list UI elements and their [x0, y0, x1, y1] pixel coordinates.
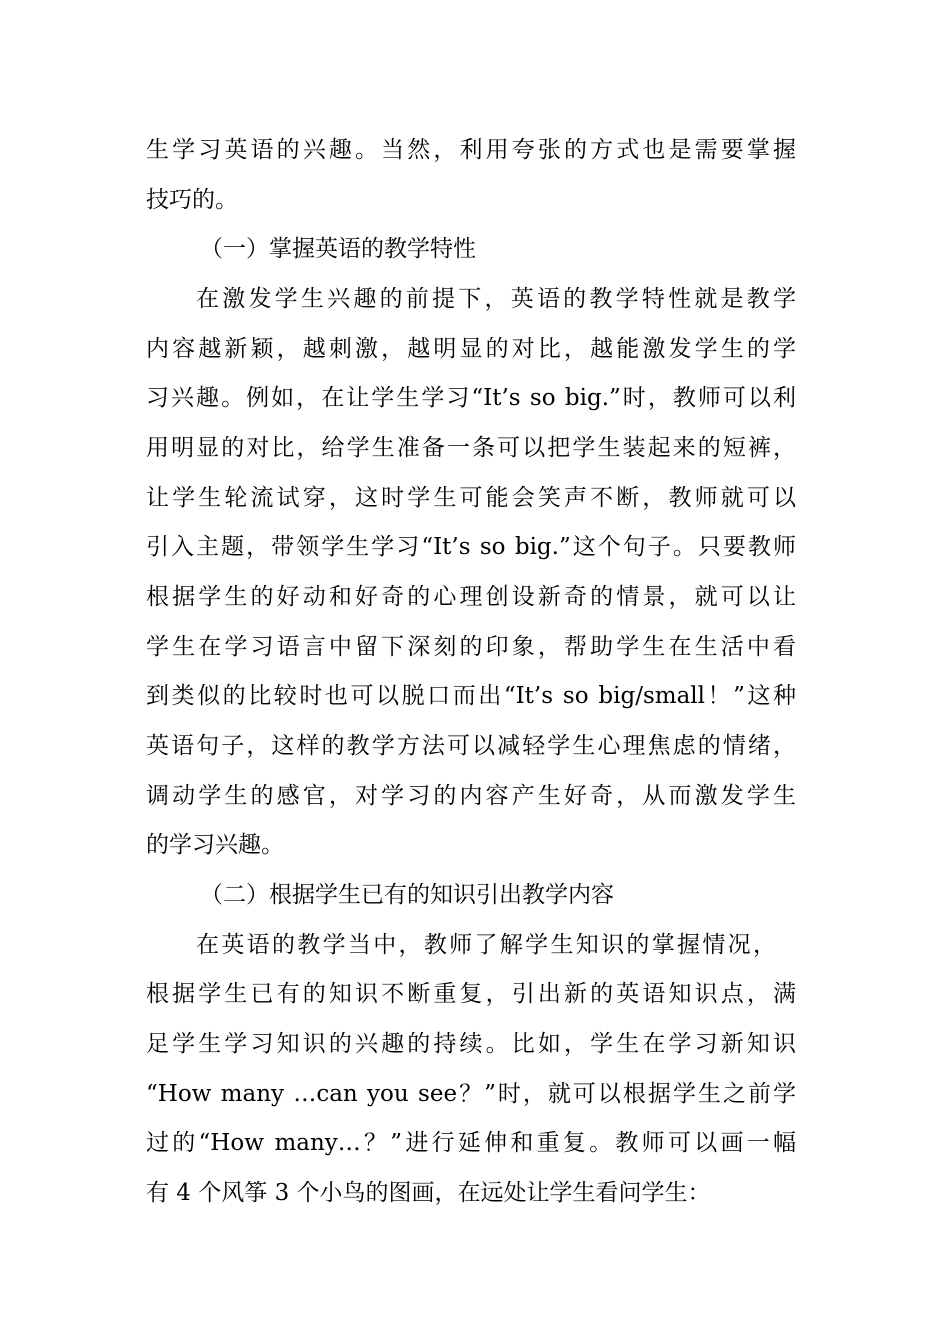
text-line: 根据学生的好动和好奇的心理创设新奇的情景，就可以让 — [146, 584, 796, 610]
text-line: 调动学生的感官，对学习的内容产生好奇，从而激发学生 — [146, 783, 796, 809]
text-line: 让学生轮流试穿，这时学生可能会笑声不断，教师就可以 — [146, 485, 796, 511]
text-line: 生学习英语的兴趣。当然，利用夸张的方式也是需要掌握 — [146, 137, 796, 163]
text-line: 引入主题，带领学生学习“It’s so big.”这个句子。只要教师 — [146, 534, 796, 560]
text-line: 英语句子，这样的教学方法可以减轻学生心理焦虑的情绪， — [146, 733, 796, 759]
section-heading-2: （二）根据学生已有的知识引出教学内容 — [200, 882, 614, 908]
text-line: 在英语的教学当中，教师了解学生知识的掌握情况， — [196, 932, 776, 958]
text-line: 技巧的。 — [146, 187, 238, 213]
section-heading-1: （一）掌握英语的教学特性 — [200, 236, 476, 262]
text-line: 在激发学生兴趣的前提下，英语的教学特性就是教学 — [196, 286, 796, 312]
text-line: 内容越新颖，越刺激，越明显的对比，越能激发学生的学 — [146, 336, 796, 362]
text-line: 到类似的比较时也可以脱口而出“It’s so big/small！”这种 — [146, 683, 796, 709]
text-line: 有 4 个风筝 3 个小鸟的图画，在远处让学生看问学生： — [146, 1180, 711, 1206]
text-line: 习兴趣。例如，在让学生学习“It’s so big.”时，教师可以利 — [146, 385, 796, 411]
text-line: 的学习兴趣。 — [146, 832, 284, 858]
text-line: 根据学生已有的知识不断重复，引出新的英语知识点，满 — [146, 981, 796, 1007]
text-line: “How many …can you see？”时，就可以根据学生之前学 — [146, 1081, 796, 1107]
text-line: 过的“How many…？”进行延伸和重复。教师可以画一幅 — [146, 1130, 796, 1156]
text-line: 足学生学习知识的兴趣的持续。比如，学生在学习新知识 — [146, 1031, 796, 1057]
text-line: 用明显的对比，给学生准备一条可以把学生装起来的短裤， — [146, 435, 796, 461]
text-line: 学生在学习语言中留下深刻的印象，帮助学生在生活中看 — [146, 634, 796, 660]
